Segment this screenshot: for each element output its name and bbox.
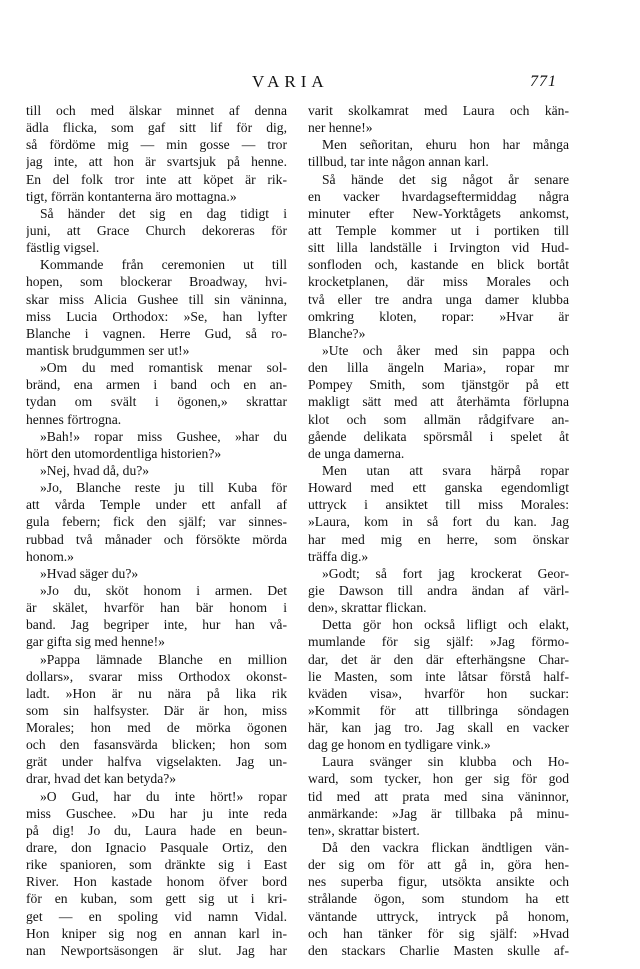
text-line: drar, hvad det kan betyda?» (26, 771, 177, 787)
text-line: mantisk brudgummen ser ut!» (26, 342, 190, 358)
text-line: anmärkande: »Jag är tillbaka på minu- (308, 805, 569, 821)
text-line: är skälet, hvarför han bär honom i (26, 600, 287, 616)
text-line: Blanche?» (308, 325, 366, 341)
text-line: hopen, som blockerar Broadway, hvi- (26, 274, 287, 290)
text-line: gula febern; fick den själf; var sinnes- (26, 514, 287, 530)
text-line: Blanche i vagnen. Herre Gud, så ro- (26, 325, 287, 341)
text-line: ädla flicka, som gaf sitt lif för dig, (26, 120, 287, 136)
text-line: get — en spoling vid namn Vidal. (26, 908, 287, 924)
text-line: En del folk tror inte att köpet är rik- (26, 171, 287, 187)
text-line: »Laura, kom in så fort du kan. Jag (308, 514, 569, 530)
text-line: tillbud, tar inte någon annan karl. (308, 154, 489, 170)
text-line: »Jo du, sköt honom i armen. Det (40, 582, 287, 598)
text-line: »O Gud, har du inte hört!» ropar (40, 788, 287, 804)
text-line: de unga damerna. (308, 445, 405, 461)
text-line: Så hände det sig något år senare (322, 171, 569, 187)
text-line: »Om du med romantisk menar sol- (40, 360, 287, 376)
text-line: att vårda Temple under ett anfall af (26, 497, 287, 513)
text-line: så fördöme mig — min gosse — tror (26, 137, 287, 153)
text-line: rubbad två månader och försökte mörda (26, 531, 287, 547)
text-line: hennes förtrogna. (26, 411, 122, 427)
text-line: miss Guschee. »Du har ju inte reda (26, 805, 287, 821)
text-line: minuter efter New-Yorktågets ankomst, (308, 205, 569, 221)
text-line: krocketplanen, där miss Morales och (308, 274, 569, 290)
text-line: på dig! Jo du, Laura hade en beun- (26, 822, 287, 838)
text-line: kväden visa», hvarför hon suckar: (308, 685, 569, 701)
running-title: VARIA (252, 72, 329, 91)
text-line: att Temple kommer ut i portiken till (308, 222, 569, 238)
text-line: mumlande för sig själf: »Jag förmo- (308, 634, 569, 650)
text-line: uttryck i ansiktet till miss Morales: (308, 497, 569, 513)
text-line: nes superba figur, utsökta ansikte och (308, 874, 569, 890)
text-line: Då den vackra flickan ändtligen vän- (322, 840, 569, 856)
text-line: sonfloden och, kastande en blick bortåt (308, 257, 569, 273)
text-line: Men utan att svara härpå ropar (322, 462, 569, 478)
text-line: sitt lilla landställe i Irvington vid Hud- (308, 240, 569, 256)
text-line: jag inte, att hon är svartsjuk på henne. (26, 154, 287, 170)
text-line: »Nej, hvad då, du?» (40, 462, 150, 478)
text-line: här, kan jag tro. Jag skall en vacker (308, 720, 569, 736)
text-line: miss Lucia Orthodox: »Se, han lyfter (26, 308, 287, 324)
text-line: Men señoritan, ehuru hon har många (322, 137, 569, 153)
text-line: juni, att Grace Church dekoreras för (26, 222, 287, 238)
text-line: väntande uttryck, intryck på honom, (308, 908, 569, 924)
text-line: dar, det är den där efterhängsne Char- (308, 651, 569, 667)
text-line: fästlig vigsel. (26, 240, 100, 256)
text-line: Howard med ett ganska egendomligt (308, 480, 569, 496)
text-line: »Pappa lämnade Blanche en million (40, 651, 287, 667)
text-line: nan Newportsäsongen är slut. Jag har (26, 942, 287, 958)
text-line: hört den utomordentliga historien?» (26, 445, 222, 461)
text-line: honom.» (26, 548, 74, 564)
text-line: »Godt; så fort jag krockerat Geor- (322, 565, 569, 581)
text-line: för en kuban, som gett sig ut i kri- (26, 891, 287, 907)
text-line: och den fasansvärda blicken; hon som (26, 737, 287, 753)
text-line: band. Jag begriper inte, hur han vå- (26, 617, 287, 633)
right-column (308, 102, 569, 959)
text-line: tigt, förrän kontanterna äro mottagna.» (26, 188, 237, 204)
text-line: ward, som tycker, hon ger sig för god (308, 771, 569, 787)
text-line: som sin halfsyster. Där är hon, miss (26, 702, 287, 718)
text-line: »Hvad säger du?» (40, 565, 139, 581)
text-line: Hon kniper sig nog en annan karl in- (26, 925, 287, 941)
text-line: gående delikata spörsmål i spelet åt (308, 428, 569, 444)
text-line: Laura svänger sin klubba och Ho- (322, 754, 569, 770)
text-line: rike spanioren, som dränkte sig i East (26, 857, 287, 873)
text-line: Kommande från ceremonien ut till (40, 257, 287, 273)
text-line: Detta gör hon också lifligt och elakt, (322, 617, 569, 633)
text-line: »Jo, Blanche reste ju till Kuba för (40, 480, 287, 496)
text-line: »Bah!» ropar miss Gushee, »har du (40, 428, 287, 444)
text-line: grät under halfva vigselakten. Jag un- (26, 754, 287, 770)
text-line: ner henne!» (308, 120, 373, 136)
text-line: skar miss Alicia Gushee till sin väninna, (26, 291, 287, 307)
page-header (0, 72, 640, 92)
text-line: bränd, ena armen i band och en an- (26, 377, 287, 393)
left-column (26, 102, 287, 959)
text-line: »Ute och åker med sin pappa och (322, 342, 569, 358)
text-line: ladt. »Hon är nu nära på lika rik (26, 685, 287, 701)
text-line: dollars», svarar miss Orthodox okonst- (26, 668, 287, 684)
text-line: en vacker hvardagseftermiddag några (308, 188, 569, 204)
text-line: tydan om svält i ögonen,» skrattar (26, 394, 287, 410)
text-line: »Kommit för att tillbringa söndagen (308, 702, 569, 718)
text-line: makligt sätt med att återhämta förlupna (308, 394, 569, 410)
text-line: omkring kloten, ropar: »Hvar är (308, 308, 569, 324)
text-line: två eller tre andra unga damer klubba (308, 291, 569, 307)
text-line: lie Masten, som inte låtsar förstå half- (308, 668, 569, 684)
text-line: har med mig en herre, som önskar (308, 531, 569, 547)
text-line: dag ge honom en tydligare vink.» (308, 737, 491, 753)
text-line: den», skrattar flickan. (308, 600, 427, 616)
text-line: ten», skrattar bistert. (308, 822, 420, 838)
text-line: och han tänker för sig själf: »Hvad (308, 925, 569, 941)
text-line: tid med att prata med sina väninnor, (308, 788, 569, 804)
text-line: gie Dawson till andra ändan af värl- (308, 582, 569, 598)
text-line: Pompey Smith, som tjänstgör på ett (308, 377, 569, 393)
text-line: strålande ögon, som stundom ha ett (308, 891, 569, 907)
text-line: träffa dig.» (308, 548, 369, 564)
text-line: varit skolkamrat med Laura och kän- (308, 103, 569, 118)
text-line: den stackars Charlie Masten skulle af- (308, 942, 569, 958)
text-line: den lilla ängeln Maria», ropar mr (308, 360, 569, 376)
text-line: River. Hon kastade honom öfver bord (26, 874, 287, 890)
text-line: der sig om för att gå in, göra hen- (308, 857, 569, 873)
text-line: Så händer det sig en dag tidigt i (40, 205, 287, 221)
text-line: gar gifta sig med henne!» (26, 634, 165, 650)
text-line: klot och som allmän rådgifvare an- (308, 411, 569, 427)
page-number: 771 (530, 73, 557, 90)
text-line: drare, don Ignacio Pasquale Ortiz, den (26, 840, 287, 856)
text-line: till och med älskar minnet af denna (26, 103, 287, 118)
text-line: Morales; hon med de mörka ögonen (26, 720, 287, 736)
